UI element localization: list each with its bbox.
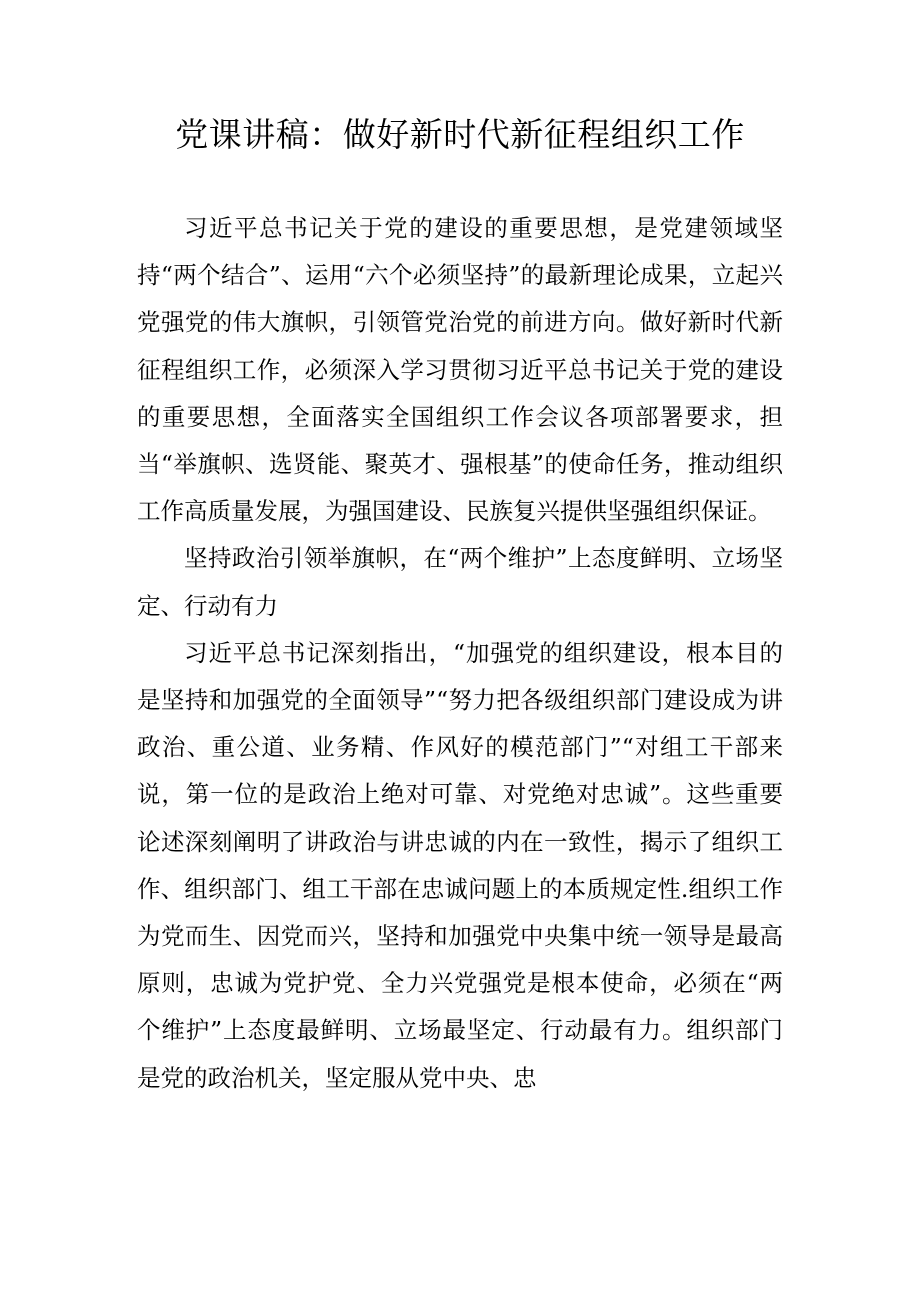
document-body (137, 205, 783, 1102)
document-title: 党课讲稿：做好新时代新征程组织工作 (175, 115, 745, 154)
paragraph-body: 习近平总书记深刻指出，“加强党的组织建设，根本目的是坚持和加强党的全面领导”“努力把各级组织部门建设成为讲政治、重公道、业务精、作风好的模范部门”“对组工干部来说，第一位的是政治上绝对可靠、对党绝对忠诚”。这些重要论述深刻阐明了讲政治与讲忠诚的内在一致性，揭示了组织工作、组织部门、组工干部在忠诚问题上的本质规定性.组织工作为党而生、因党而兴，坚持和加强党中央集中统一领导是最高原则，忠诚为党护党、全力兴党强党是根本使命，必须在“两个维护”上态度最鲜明、立场最坚定、行动最有力。组织部门是党的政治机关，坚定服从党中央、忠 (137, 638, 783, 1092)
paragraph-intro: 习近平总书记关于党的建设的重要思想，是党建领域坚持“两个结合”、运用“六个必须坚持”的最新理论成果，立起兴党强党的伟大旗帜，引领管党治党的前进方向。做好新时代新征程组织工作，必须深入学习贯彻习近平总书记关于党的建设的重要思想，全面落实全国组织工作会议各项部署要求，担当“举旗帜、选贤能、聚英才、强根基”的使命任务，推动组织工作高质量发展，为强国建设、民族复兴提供坚强组织保证。 (137, 214, 783, 526)
section-heading: 坚持政治引领举旗帜，在“两个维护”上态度鲜明、立场坚定、行动有力 (137, 544, 783, 620)
